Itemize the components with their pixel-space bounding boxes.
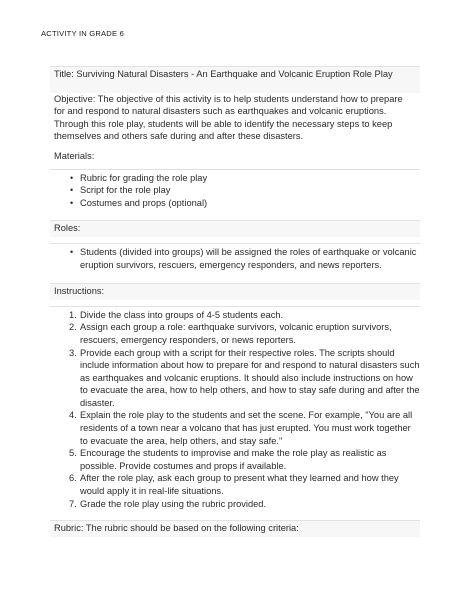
list-item: 1. Divide the class into groups of 4-5 students each. <box>69 309 284 320</box>
title-paragraph: Title: Surviving Natural Disasters - An Earthquake and Volcanic Eruption Role Play <box>50 66 420 83</box>
list-item: 6. After the role play, ask each group to present what they learned and how they would apply it in real-life situations. <box>69 473 399 497</box>
instructions-label: Instructions: <box>50 283 420 300</box>
list-item: • Rubric for grading the role play <box>50 172 420 185</box>
list-item: 2. Assign each group a role: earthquake survivors, volcanic eruption survivors, rescuers, emergency responders, or news reporters. <box>69 322 392 345</box>
page-header: ACTIVITY IN GRADE 6 <box>41 29 124 38</box>
list-item: 3. Provide each group with a script for their respective roles. The scripts should include information about how to prepare for and respond to natural disasters such as earthquakes and volcanic eruptions. It should also include instructions on how to evacuate the area, how to help others, and how to stay safe during and after the disaster. <box>69 347 420 408</box>
list-item: • Script for the role play <box>50 184 420 197</box>
objective-paragraph: Objective: The objective of this activity is to help students understand how to prepare for and respond to natural disasters such as earthquakes and volcanic eruptions. Through this role play, students will be able to identify the necessary steps to keep themselves and others safe during and after these disasters. <box>50 93 420 143</box>
list-item: 7. Grade the role play using the rubric provided. <box>69 498 267 509</box>
list-item: 4. Explain the role play to the students and set the scene. For example, "You are all residents of a town near a volcano that has just erupted. You must work together to evacuate the area, help others, and stay safe." <box>69 410 413 446</box>
materials-label: Materials: <box>54 150 95 161</box>
list-item: • Costumes and props (optional) <box>50 197 420 210</box>
materials-list <box>50 169 420 212</box>
roles-list <box>50 243 420 273</box>
rubric-paragraph: Rubric: The rubric should be based on the following criteria: <box>50 520 420 537</box>
list-item: 5. Encourage the students to improvise and make the role play as realistic as possible. Provide costumes and props if available. <box>69 448 387 471</box>
list-item: • Students (divided into groups) will be assigned the roles of earthquake or volcanic eruption survivors, rescuers, emergency responders, and news reporters. <box>50 246 420 271</box>
document-content <box>50 66 420 537</box>
instructions-list <box>50 306 420 511</box>
roles-label: Roles: <box>50 220 420 237</box>
